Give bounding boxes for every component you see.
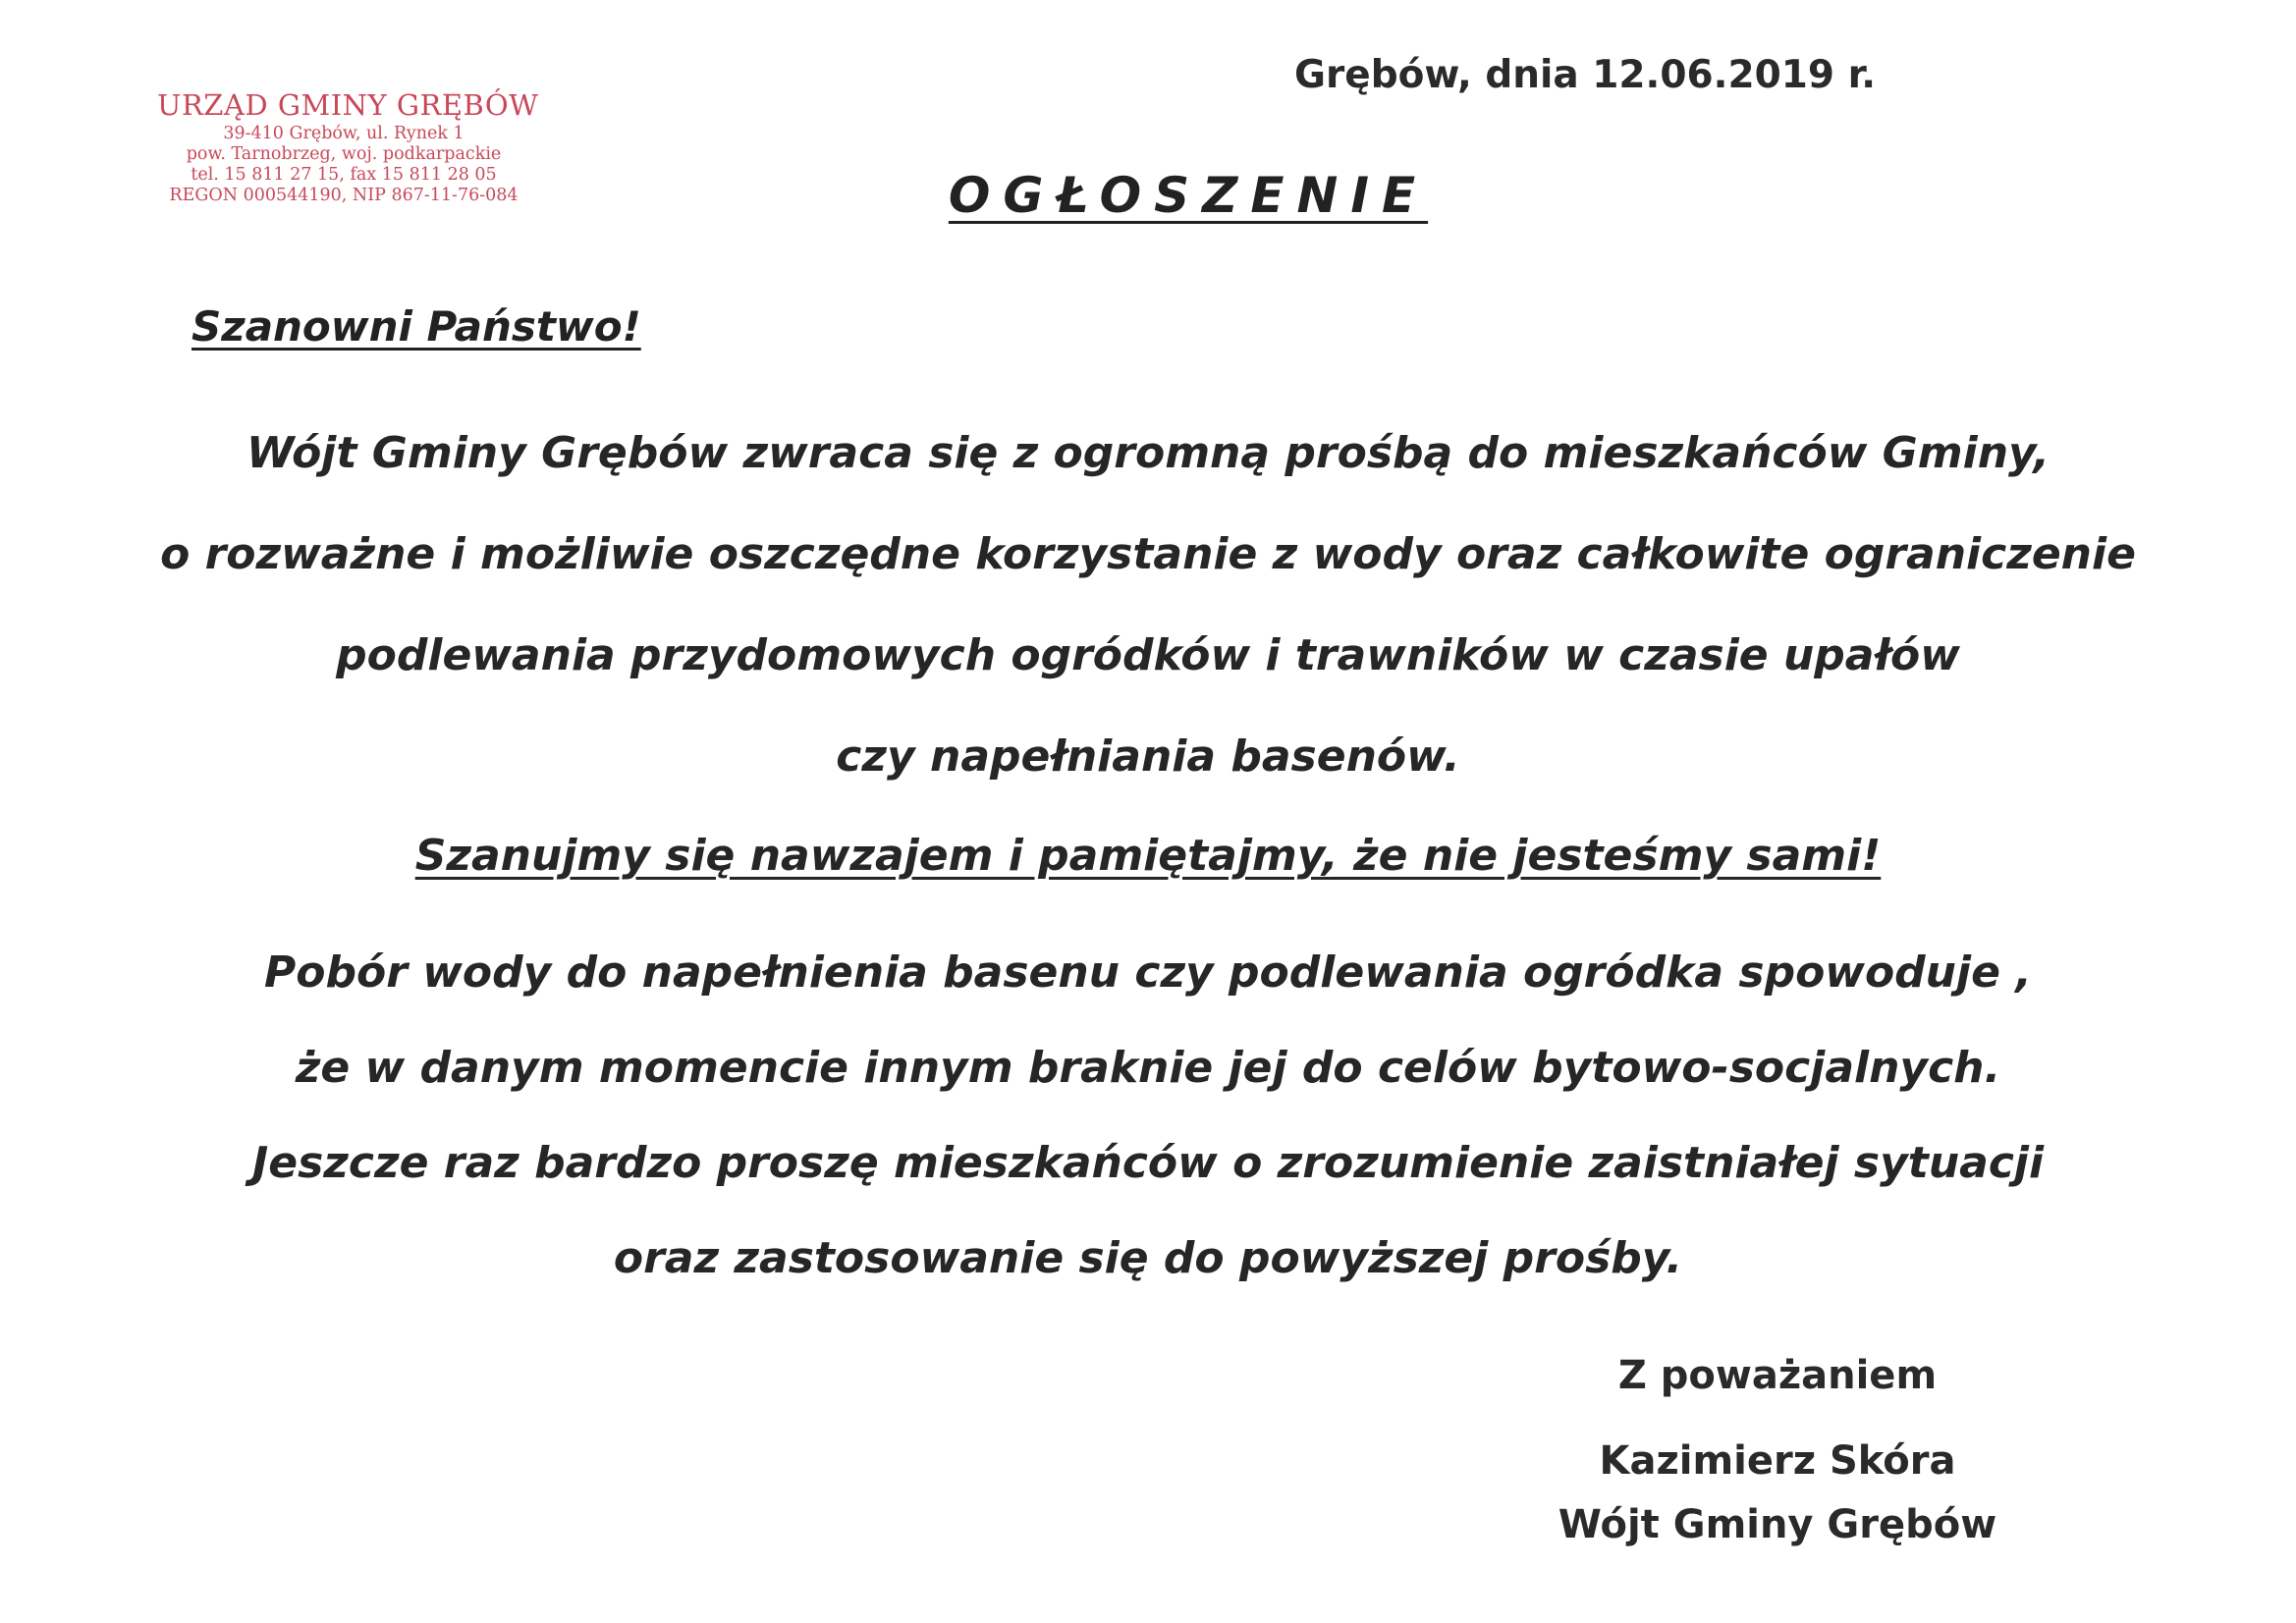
paragraph-line: Pobór wody do napełnienia basenu czy podlewania ogródka spowoduje , — [264, 947, 2032, 998]
stamp-region: pow. Tarnobrzeg, woj. podkarpackie — [186, 144, 502, 164]
document-date: Grębów, dnia 12.06.2019 r. — [1294, 53, 1877, 97]
paragraph-line: że w danym momencie innym braknie jej do celów bytowo-socjalnych. — [295, 1043, 2001, 1093]
paragraph-line: czy napełniania basenów. — [836, 731, 1460, 782]
office-stamp — [157, 86, 539, 206]
stamp-address: 39-410 Grębów, ul. Rynek 1 — [223, 124, 465, 143]
request-paragraph — [0, 403, 2296, 807]
stamp-title: URZĄD GMINY GRĘBÓW — [157, 88, 539, 122]
paragraph-line: oraz zastosowanie się do powyższej prośby. — [613, 1233, 1683, 1283]
stamp-ids: REGON 000544190, NIP 867-11-76-084 — [169, 186, 519, 205]
paragraph-line: podlewania przydomowych ogródków i trawników w czasie upałów — [336, 630, 1960, 680]
paragraph-line: Wójt Gminy Grębów zwraca się z ogromną prośbą do mieszkańców Gminy, — [246, 428, 2050, 478]
document-title: OGŁOSZENIE — [948, 167, 1429, 224]
signature-role: Wójt Gminy Grębów — [1558, 1502, 1997, 1547]
paragraph-line: Jeszcze raz bardzo proszę mieszkańców o zrozumienie zaistniałej sytuacji — [251, 1138, 2045, 1188]
signature-closing: Z poważaniem — [1617, 1353, 1938, 1398]
paragraph-line: o rozważne i możliwie oszczędne korzystanie z wody oraz całkowite ograniczenie — [160, 529, 2136, 579]
signature-name: Kazimierz Skóra — [1599, 1438, 1956, 1484]
greeting: Szanowni Państwo! — [191, 302, 641, 351]
explanation-paragraph — [0, 925, 2296, 1306]
stamp-phone: tel. 15 811 27 15, fax 15 811 28 05 — [191, 165, 497, 185]
appeal-paragraph — [0, 807, 2296, 905]
appeal-line: Szanujmy się nawzajem i pamiętajmy, że nie jesteśmy sami! — [414, 831, 1882, 881]
